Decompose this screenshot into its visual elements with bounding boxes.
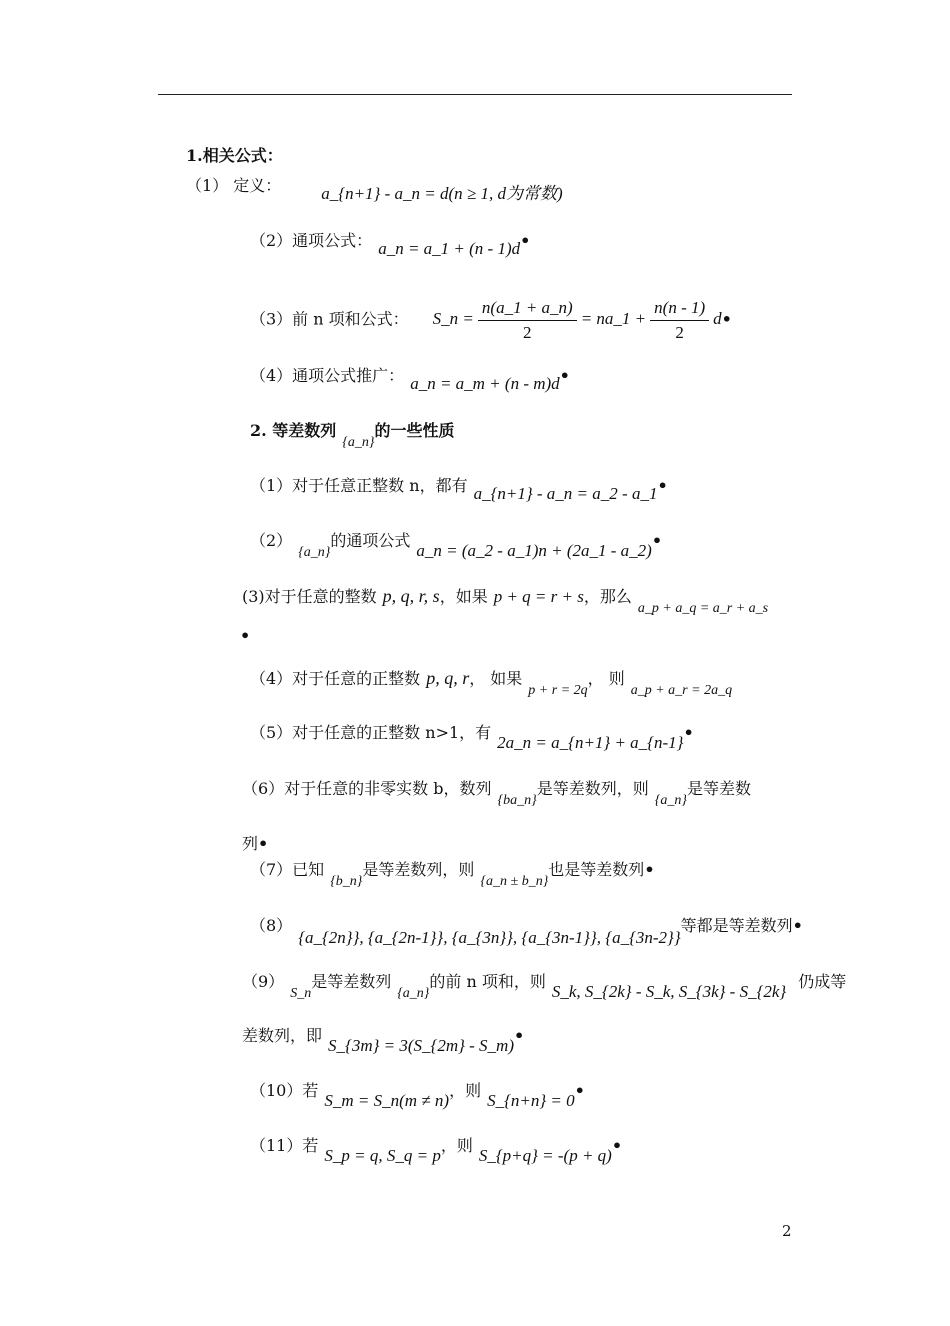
property-10: （10）若S_m = S_n(m ≠ n)，则S_{n+n} = 0• bbox=[250, 1081, 585, 1110]
sum-fraction-2: $\frac{n(n - 1)}{2}$ bbox=[650, 298, 709, 343]
section2-heading: 2. 等差数列{a_n}的一些性质 bbox=[250, 421, 455, 450]
property-9: （9）S_n是等差数列{a_n}的前 n 项和，则S_k, S_{2k} - S_k, S_{3k} - S_{2k}仍成等 bbox=[242, 972, 847, 1001]
formula-definition: （1） 定义： a_{n+1} - a_n = d(n ≥ 1, d为常数) bbox=[186, 176, 563, 203]
property-3: (3)对于任意的整数 p, q, r, s，如果 p + q = r + s，那么a_p + a_q = a_r + a_s bbox=[242, 586, 769, 616]
page-number: 2 bbox=[782, 1222, 792, 1240]
property-6: （6）对于任意的非零实数 b，数列{ba_n}是等差数列，则{a_n}是等差数 bbox=[242, 779, 751, 808]
formula-sum: （3）前 n 项和公式： S_n = $\frac{n(a\_1 + a\_n)}{2}$ = na_1 + $\frac{n(n - 1)}{2}$ d• bbox=[250, 298, 732, 342]
section1-heading: 1.相关公式： bbox=[186, 146, 283, 165]
formula-general-term-extended: （4）通项公式推广： a_n = a_m + (n - m)d• bbox=[250, 366, 570, 393]
formula-general-term: （2）通项公式： a_n = a_1 + (n - 1)d• bbox=[250, 231, 531, 258]
property-11: （11）若S_p = q, S_q = p，则S_{p+q} = -(p + q)• bbox=[250, 1136, 623, 1165]
property-1: （1）对于任意正整数 n，都有 a_{n+1} - a_n = a_2 - a_1• bbox=[250, 476, 668, 503]
property-4: （4）对于任意的正整数 p, q, r， 如果p + r = 2q， 则a_p + a_r = 2a_q bbox=[250, 668, 733, 698]
property-8: （8）{a_{2n}}, {a_{2n-1}}, {a_{3n}}, {a_{3n-1}}, {a_{3n-2}}等都是等差数列• bbox=[250, 916, 803, 947]
property-7: （7）已知{b_n}是等差数列，则{a_n ± b_n}也是等差数列• bbox=[250, 860, 655, 889]
property-9-continued: 差数列，即S_{3m} = 3(S_{2m} - S_m)• bbox=[242, 1026, 525, 1055]
header-rule bbox=[158, 94, 792, 95]
property-2: （2）{a_n}的通项公式a_n = (a_2 - a_1)n + (2a_1 - a_2)• bbox=[250, 531, 663, 560]
property-6-continued: 列• bbox=[242, 834, 269, 853]
property-5: （5）对于任意的正整数 n>1，有2a_n = a_{n+1} + a_{n-1}• bbox=[250, 723, 694, 752]
sum-fraction-1: $\frac{n(a\_1 + a\_n)}{2}$ bbox=[478, 298, 577, 343]
property-3-end: • bbox=[240, 626, 251, 645]
